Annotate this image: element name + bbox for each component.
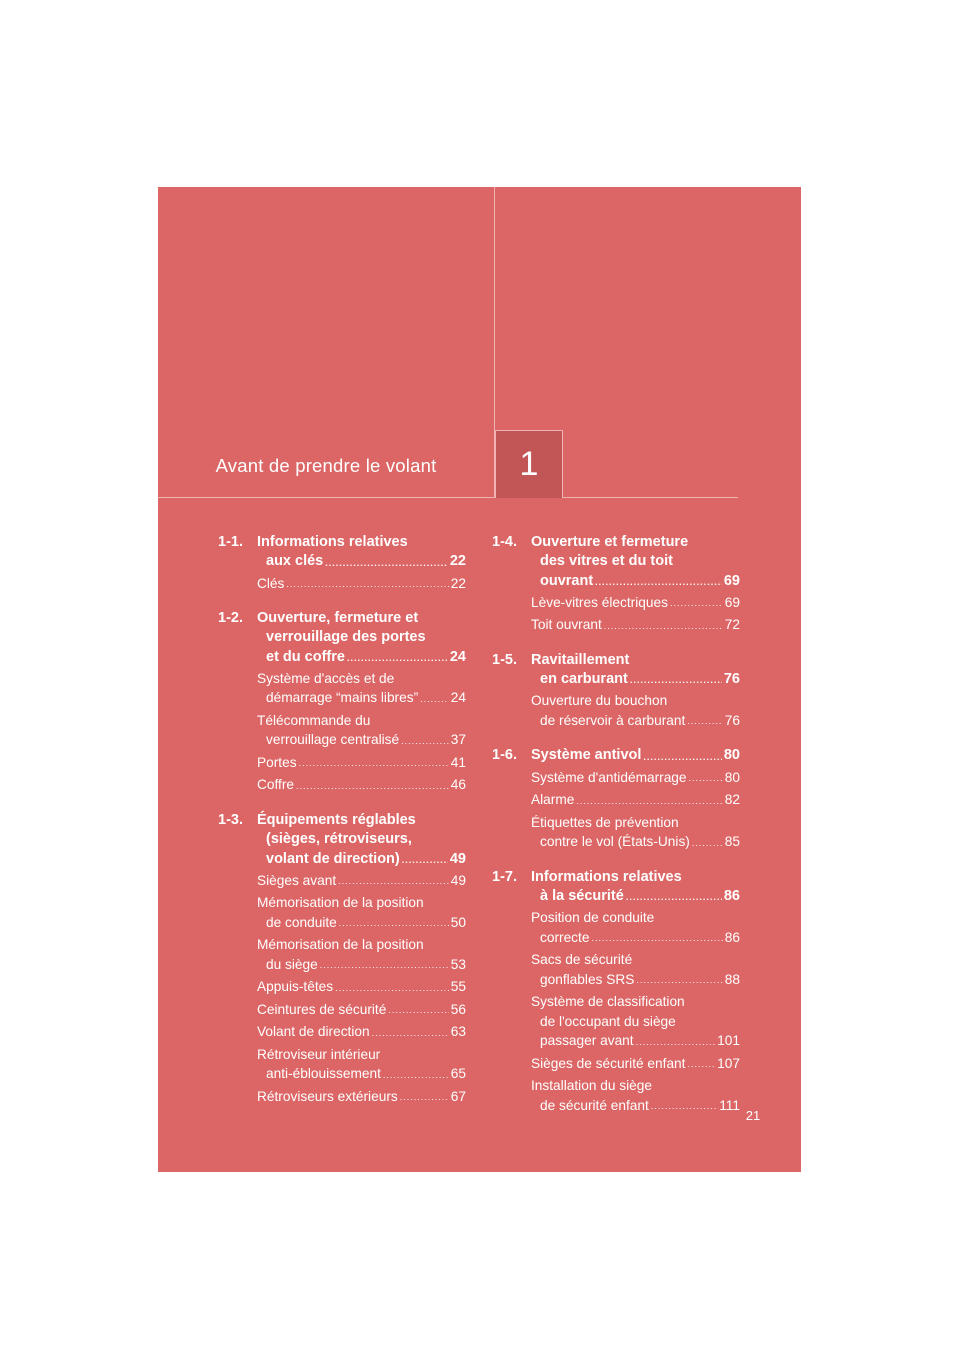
entry-text: Alarme bbox=[531, 792, 575, 808]
entry-line bbox=[531, 790, 740, 810]
entry-body bbox=[531, 790, 740, 810]
section-title-text: Système antivol bbox=[531, 747, 642, 764]
entry-body bbox=[531, 950, 740, 989]
section-title bbox=[492, 651, 740, 690]
entry-text: Système de classification bbox=[531, 994, 685, 1010]
section-title-page-number: 80 bbox=[723, 747, 740, 764]
entry-page-number: 69 bbox=[724, 594, 740, 610]
entry-body bbox=[257, 753, 466, 773]
toc-entry[interactable] bbox=[257, 1000, 466, 1020]
dot-leader bbox=[636, 976, 722, 985]
toc-entry[interactable] bbox=[257, 977, 466, 997]
section-title-text: Ouverture et fermeture bbox=[531, 534, 689, 550]
entry-page-number: 88 bbox=[724, 971, 740, 987]
section-title-page-number: 76 bbox=[723, 671, 740, 688]
chapter-number-box bbox=[495, 430, 563, 498]
toc-entry[interactable] bbox=[531, 790, 740, 810]
entry-line bbox=[257, 935, 466, 955]
entry-page-number: 86 bbox=[724, 929, 740, 945]
toc-entry[interactable] bbox=[257, 574, 466, 594]
entry-page-number: 85 bbox=[724, 834, 740, 850]
entry-body bbox=[531, 813, 740, 852]
toc-entry[interactable] bbox=[257, 935, 466, 974]
entry-page-number: 82 bbox=[724, 792, 740, 808]
toc-section bbox=[492, 651, 740, 731]
entry-line bbox=[257, 1087, 466, 1107]
entry-text: Sièges de sécurité enfant bbox=[531, 1055, 686, 1071]
section-title-text: en carburant bbox=[540, 671, 628, 688]
toc-section bbox=[218, 609, 466, 795]
dot-leader bbox=[687, 1060, 715, 1069]
dot-leader bbox=[296, 782, 449, 791]
section-title-line bbox=[531, 746, 740, 765]
entry-line bbox=[257, 1000, 466, 1020]
section-number: 1-6. bbox=[492, 747, 517, 764]
toc-entry[interactable] bbox=[531, 768, 740, 788]
section-number: 1-1. bbox=[218, 534, 243, 550]
section-title-text: ouvrant bbox=[540, 572, 594, 589]
section-title-text: Ouverture, fermeture et bbox=[257, 610, 419, 627]
section-entries bbox=[492, 691, 740, 730]
section-title-text: des vitres et du toit bbox=[540, 553, 673, 570]
entry-line bbox=[257, 753, 466, 773]
toc-left-column bbox=[218, 533, 466, 1122]
dot-leader bbox=[372, 1029, 449, 1038]
entry-text: du siège bbox=[266, 956, 318, 972]
dot-leader bbox=[692, 839, 723, 848]
dot-leader bbox=[401, 737, 449, 746]
entry-body bbox=[257, 977, 466, 997]
dot-leader bbox=[286, 580, 448, 589]
entry-line bbox=[531, 768, 740, 788]
toc-entry[interactable] bbox=[257, 893, 466, 932]
entry-page-number: 55 bbox=[450, 979, 466, 995]
entry-line bbox=[257, 977, 466, 997]
entry-text: passager avant bbox=[540, 1033, 634, 1049]
dot-leader bbox=[643, 753, 721, 762]
entry-body bbox=[257, 1087, 466, 1107]
dot-leader bbox=[670, 599, 723, 608]
toc-section bbox=[492, 533, 740, 635]
entry-line bbox=[257, 730, 466, 750]
section-title bbox=[492, 746, 740, 765]
section-title-text: verrouillage des portes bbox=[266, 629, 426, 646]
section-title-line bbox=[257, 830, 466, 849]
entry-page-number: 49 bbox=[450, 872, 466, 888]
entry-text: Clés bbox=[257, 575, 285, 591]
section-number: 1-5. bbox=[492, 651, 517, 668]
section-heading[interactable] bbox=[492, 533, 740, 591]
entry-line bbox=[531, 908, 740, 928]
entry-page-number: 101 bbox=[717, 1033, 740, 1049]
toc-entry[interactable] bbox=[257, 1087, 466, 1107]
entry-line bbox=[257, 1045, 466, 1065]
dot-leader bbox=[591, 934, 722, 943]
section-number: 1-2. bbox=[218, 610, 243, 627]
dot-leader bbox=[636, 1038, 716, 1047]
toc-entry[interactable] bbox=[257, 1045, 466, 1084]
dot-leader bbox=[339, 919, 449, 928]
toc-entry[interactable] bbox=[531, 992, 740, 1051]
section-title-line bbox=[257, 552, 466, 571]
entry-line bbox=[257, 669, 466, 689]
entry-page-number: 37 bbox=[450, 732, 466, 748]
dot-leader bbox=[335, 984, 449, 993]
entry-line bbox=[531, 593, 740, 613]
toc-section bbox=[218, 533, 466, 593]
section-title-text: et du coffre bbox=[266, 648, 345, 665]
entry-page-number: 22 bbox=[450, 575, 466, 591]
entry-line bbox=[531, 1076, 740, 1096]
dot-leader bbox=[626, 893, 722, 902]
section-heading[interactable] bbox=[218, 811, 466, 869]
entry-text: Sièges avant bbox=[257, 872, 337, 888]
toc-section bbox=[218, 811, 466, 1106]
dot-leader bbox=[299, 759, 449, 768]
toc-entry[interactable] bbox=[531, 593, 740, 613]
entry-text: Télécommande du bbox=[257, 712, 371, 728]
toc-entry[interactable] bbox=[257, 775, 466, 795]
section-entries bbox=[492, 908, 740, 1115]
toc-entry[interactable] bbox=[531, 1054, 740, 1074]
section-heading[interactable] bbox=[218, 533, 466, 572]
entry-body bbox=[531, 1076, 740, 1115]
entry-line bbox=[257, 775, 466, 795]
chapter-number: 1 bbox=[519, 445, 539, 483]
section-title-line bbox=[257, 533, 466, 552]
section-title-line bbox=[531, 651, 740, 670]
entry-line bbox=[531, 992, 740, 1012]
entry-text: Mémorisation de la position bbox=[257, 895, 424, 911]
entry-text: de conduite bbox=[266, 914, 337, 930]
page-number: 21 bbox=[745, 1108, 761, 1123]
entry-text: Appuis-têtes bbox=[257, 979, 334, 995]
entry-line bbox=[531, 928, 740, 948]
section-entries bbox=[492, 593, 740, 635]
section-title-text: Ravitaillement bbox=[531, 651, 630, 668]
entry-text: Mémorisation de la position bbox=[257, 937, 424, 953]
entry-body bbox=[531, 768, 740, 788]
dot-leader bbox=[383, 1071, 449, 1080]
dot-leader bbox=[604, 622, 723, 631]
entry-body bbox=[531, 691, 740, 730]
section-heading[interactable] bbox=[492, 746, 740, 765]
entry-text: gonflables SRS bbox=[540, 971, 635, 987]
entry-text: Étiquettes de prévention bbox=[531, 814, 679, 830]
section-entries bbox=[218, 669, 466, 795]
dot-leader bbox=[630, 676, 722, 685]
section-number: 1-7. bbox=[492, 868, 517, 885]
entry-text: Rétroviseur intérieur bbox=[257, 1046, 381, 1062]
section-number: 1-3. bbox=[218, 811, 243, 828]
dot-leader bbox=[689, 774, 723, 783]
entry-text: de sécurité enfant bbox=[540, 1097, 649, 1113]
entry-line bbox=[257, 893, 466, 913]
section-title-line bbox=[531, 887, 740, 906]
entry-line bbox=[257, 1064, 466, 1084]
entry-page-number: 41 bbox=[450, 754, 466, 770]
entry-line bbox=[531, 1096, 740, 1116]
dot-leader bbox=[347, 654, 448, 663]
toc-entry[interactable] bbox=[257, 753, 466, 773]
entry-body bbox=[257, 871, 466, 891]
section-title-line bbox=[531, 552, 740, 571]
entry-page-number: 50 bbox=[450, 914, 466, 930]
entry-text: contre le vol (États-Unis) bbox=[540, 834, 690, 850]
toc-entry[interactable] bbox=[257, 1022, 466, 1042]
entry-body bbox=[531, 992, 740, 1051]
section-title bbox=[218, 811, 466, 869]
entry-line bbox=[257, 913, 466, 933]
entry-page-number: 24 bbox=[450, 690, 466, 706]
entry-page-number: 46 bbox=[450, 777, 466, 793]
section-title-page-number: 24 bbox=[449, 648, 466, 665]
toc-entry[interactable] bbox=[531, 1076, 740, 1115]
entry-line bbox=[531, 813, 740, 833]
entry-line bbox=[257, 955, 466, 975]
entry-line bbox=[257, 688, 466, 708]
section-title-text: Équipements réglables bbox=[257, 811, 416, 828]
entry-text: Système d'antidémarrage bbox=[531, 769, 687, 785]
entry-body bbox=[257, 1045, 466, 1084]
section-title-page-number: 49 bbox=[449, 850, 466, 867]
section-title-text: (sièges, rétroviseurs, bbox=[266, 831, 412, 848]
toc-right-column bbox=[492, 533, 740, 1131]
section-title bbox=[218, 533, 466, 572]
entry-text: Sacs de sécurité bbox=[531, 952, 633, 968]
section-title-text: aux clés bbox=[266, 553, 324, 570]
entry-text: correcte bbox=[540, 929, 590, 945]
entry-page-number: 107 bbox=[717, 1055, 740, 1071]
section-heading[interactable] bbox=[492, 651, 740, 690]
toc-entry[interactable] bbox=[257, 871, 466, 891]
entry-page-number: 63 bbox=[450, 1024, 466, 1040]
entry-text: Ouverture du bouchon bbox=[531, 693, 668, 709]
section-entries bbox=[218, 574, 466, 594]
entry-page-number: 72 bbox=[724, 617, 740, 633]
dot-leader bbox=[320, 961, 449, 970]
dot-leader bbox=[595, 578, 722, 587]
entry-body bbox=[531, 908, 740, 947]
section-title-line bbox=[531, 572, 740, 591]
entry-body bbox=[257, 775, 466, 795]
dot-leader bbox=[338, 877, 449, 886]
entry-text: Installation du siège bbox=[531, 1078, 652, 1094]
entry-text: Position de conduite bbox=[531, 910, 655, 926]
entry-line bbox=[531, 691, 740, 711]
entry-line bbox=[531, 1054, 740, 1074]
section-title-line bbox=[257, 811, 466, 830]
entry-line bbox=[531, 1031, 740, 1051]
entry-text: anti-éblouissement bbox=[266, 1066, 381, 1082]
entry-text: Volant de direction bbox=[257, 1024, 370, 1040]
entry-body bbox=[257, 669, 466, 708]
entry-text: Ceintures de sécurité bbox=[257, 1001, 387, 1017]
entry-line bbox=[531, 615, 740, 635]
section-title-text: Informations relatives bbox=[531, 868, 682, 885]
entry-text: de réservoir à carburant bbox=[540, 712, 686, 728]
dot-leader bbox=[687, 717, 722, 726]
section-title bbox=[492, 868, 740, 907]
chapter-title: Avant de prendre le volant bbox=[215, 455, 437, 476]
entry-body bbox=[257, 1000, 466, 1020]
toc-section bbox=[492, 868, 740, 1116]
entry-line bbox=[257, 574, 466, 594]
toc-entry[interactable] bbox=[257, 669, 466, 708]
entry-body bbox=[531, 615, 740, 635]
entry-text: Toit ouvrant bbox=[531, 617, 602, 633]
entry-body bbox=[531, 1054, 740, 1074]
toc-section bbox=[492, 746, 740, 851]
entry-page-number: 56 bbox=[450, 1001, 466, 1017]
entry-page-number: 53 bbox=[450, 956, 466, 972]
entry-body bbox=[257, 935, 466, 974]
section-title-line bbox=[257, 609, 466, 628]
dot-leader bbox=[402, 856, 448, 865]
section-title-text: Informations relatives bbox=[257, 534, 408, 550]
section-title-line bbox=[531, 670, 740, 689]
section-entries bbox=[492, 768, 740, 852]
entry-line bbox=[531, 711, 740, 731]
section-entries bbox=[218, 871, 466, 1107]
entry-page-number: 65 bbox=[450, 1066, 466, 1082]
entry-line bbox=[257, 711, 466, 731]
entry-text: de l'occupant du siège bbox=[540, 1013, 676, 1029]
toc-entry[interactable] bbox=[531, 813, 740, 852]
section-number: 1-4. bbox=[492, 534, 517, 550]
toc-entry[interactable] bbox=[257, 711, 466, 750]
entry-text: verrouillage centralisé bbox=[266, 732, 400, 748]
dot-leader bbox=[420, 695, 449, 704]
entry-line bbox=[531, 832, 740, 852]
entry-body bbox=[257, 574, 466, 594]
entry-page-number: 67 bbox=[450, 1088, 466, 1104]
entry-line bbox=[257, 871, 466, 891]
section-title bbox=[492, 533, 740, 591]
section-heading[interactable] bbox=[218, 609, 466, 667]
section-title-line bbox=[257, 850, 466, 869]
dot-leader bbox=[651, 1102, 717, 1111]
section-title-line bbox=[257, 648, 466, 667]
entry-page-number: 76 bbox=[724, 712, 740, 728]
entry-body bbox=[257, 1022, 466, 1042]
entry-line bbox=[531, 1012, 740, 1032]
toc-entry[interactable] bbox=[531, 908, 740, 947]
entry-text: Coffre bbox=[257, 777, 295, 793]
dot-leader bbox=[400, 1093, 449, 1102]
entry-body bbox=[257, 893, 466, 932]
section-title-text: volant de direction) bbox=[266, 850, 400, 867]
section-title-line bbox=[531, 533, 740, 552]
entry-page-number: 80 bbox=[724, 769, 740, 785]
section-title-page-number: 86 bbox=[723, 888, 740, 905]
entry-text: Rétroviseurs extérieurs bbox=[257, 1088, 398, 1104]
section-heading[interactable] bbox=[492, 868, 740, 907]
entry-text: Portes bbox=[257, 754, 297, 770]
toc-entry[interactable] bbox=[531, 615, 740, 635]
dot-leader bbox=[388, 1006, 448, 1015]
dot-leader bbox=[576, 797, 722, 806]
toc-entry[interactable] bbox=[531, 691, 740, 730]
entry-line bbox=[531, 950, 740, 970]
entry-line bbox=[257, 1022, 466, 1042]
section-title-text: à la sécurité bbox=[540, 888, 624, 905]
entry-line bbox=[531, 970, 740, 990]
section-title-page-number: 22 bbox=[449, 553, 466, 570]
section-title-page-number: 69 bbox=[723, 572, 740, 589]
entry-text: Lève-vitres électriques bbox=[531, 594, 668, 610]
section-title bbox=[218, 609, 466, 667]
entry-body bbox=[257, 711, 466, 750]
horizontal-divider bbox=[158, 497, 738, 498]
entry-text: Système d'accès et de bbox=[257, 670, 395, 686]
entry-page-number: 111 bbox=[719, 1097, 740, 1113]
section-title-line bbox=[257, 628, 466, 647]
dot-leader bbox=[325, 559, 448, 568]
section-title-line bbox=[531, 868, 740, 887]
toc-entry[interactable] bbox=[531, 950, 740, 989]
entry-body bbox=[531, 593, 740, 613]
entry-text: démarrage “mains libres” bbox=[266, 690, 419, 706]
